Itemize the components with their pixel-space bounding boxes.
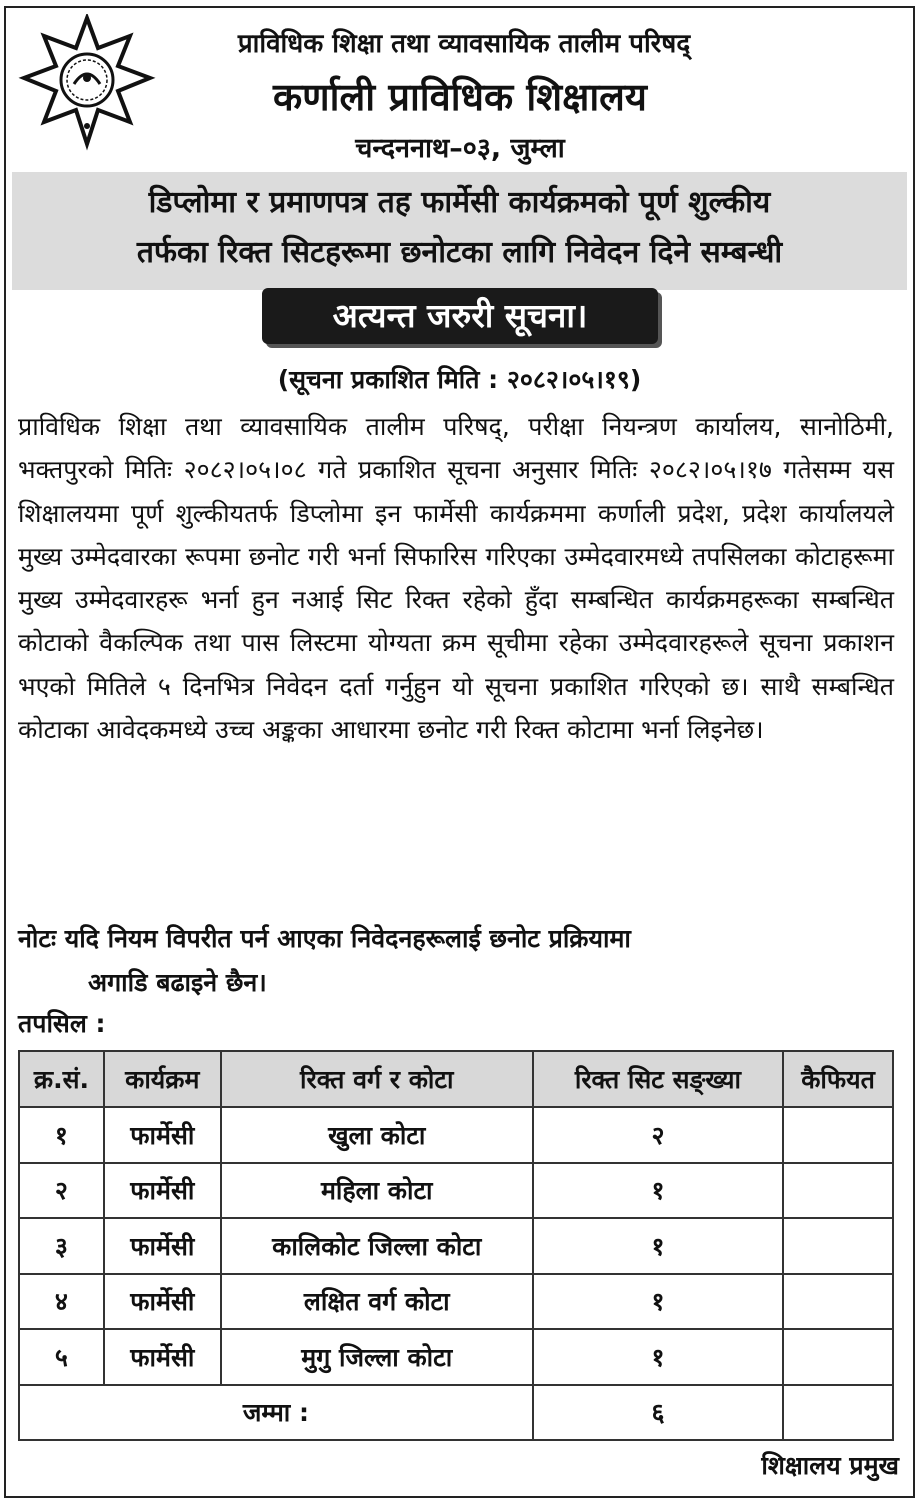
- cell-serial: २: [19, 1163, 104, 1219]
- cell-remarks: [783, 1218, 893, 1274]
- cell-serial: ३: [19, 1218, 104, 1274]
- cell-seats: १: [533, 1218, 783, 1274]
- col-serial: क्र.सं.: [19, 1051, 104, 1107]
- cell-quota: लक्षित वर्ग कोटा: [221, 1274, 533, 1330]
- note-line-1: नोटः यदि नियम विपरीत पर्न आएका निवेदनहरूलाई छनोट प्रक्रियामा: [18, 924, 631, 953]
- signature-title: शिक्षालय प्रमुख: [761, 1451, 899, 1480]
- cell-seats: १: [533, 1274, 783, 1330]
- col-remarks: कैफियत: [783, 1051, 893, 1107]
- schedule-label: तपसिल :: [18, 1009, 106, 1038]
- col-quota: रिक्त वर्ग र कोटा: [221, 1051, 533, 1107]
- government-emblem-icon: [14, 14, 160, 160]
- cell-program: फार्मेसी: [104, 1107, 221, 1163]
- cell-seats: २: [533, 1107, 783, 1163]
- cell-quota: कालिकोट जिल्ला कोटा: [221, 1218, 533, 1274]
- cell-serial: १: [19, 1107, 104, 1163]
- col-seats: रिक्त सिट सङ्ख्या: [533, 1051, 783, 1107]
- cell-remarks: [783, 1163, 893, 1219]
- table-row: [19, 1329, 893, 1385]
- cell-serial: ५: [19, 1329, 104, 1385]
- subject-line-1: डिप्लोमा र प्रमाणपत्र तह फार्मेसी कार्यक्रमको पूर्ण शुल्कीय: [148, 185, 771, 220]
- cell-seats: १: [533, 1163, 783, 1219]
- cell-remarks: [783, 1274, 893, 1330]
- table-row: [19, 1107, 893, 1163]
- total-seats: ६: [533, 1385, 783, 1441]
- table-row: [19, 1218, 893, 1274]
- publication-date: (सूचना प्रकाशित मिति : २०८२।०५।१९): [277, 365, 642, 394]
- cell-program: फार्मेसी: [104, 1274, 221, 1330]
- urgent-notice-banner: अत्यन्त जरुरी सूचना।: [262, 288, 658, 344]
- notice-body: प्राविधिक शिक्षा तथा व्यावसायिक तालीम परिषद्, परीक्षा नियन्त्रण कार्यालय, सानोठिमी, भक्तपुरको मितिः २०८२।०५।०८ गते प्रकाशित सूचना अनुसार मितिः २०८२।०५।१७ गतेसम्म यस शिक्षालयमा पूर्ण शुल्कीयतर्फ डिप्लोमा इन फार्मेसी कार्यक्रममा कर्णाली प्रदेश, प्रदेश कार्यालयले मुख्य उम्मेदवारका रूपमा छनोट गरी भर्ना सिफारिस गरिएका उम्मेदवारमध्ये तपसिलका कोटाहरूमा मुख्य उम्मेदवारहरू भर्ना हुन नआई सिट रिक्त रहेको हुँदा सम्बन्धित कार्यक्रमहरूका सम्बन्धित कोटाको वैकल्पिक तथा पास लिस्टमा योग्यता क्रम सूचीमा रहेका उम्मेदवारहरूले सूचना प्रकाशन भएको मितिले ५ दिनभित्र निवेदन दर्ता गर्नुहुन यो सूचना प्रकाशित गरिएको छ। साथै सम्बन्धित कोटाका आवेदकमध्ये उच्च अङ्कका आधारमा छनोट गरी रिक्त कोटामा भर्ना लिइनेछ।: [18, 412, 894, 745]
- table-header-row: [19, 1051, 893, 1107]
- school-address: चन्दननाथ–०३, जुम्ला: [355, 133, 565, 164]
- cell-remarks: [783, 1329, 893, 1385]
- vacant-seat-table: [18, 1050, 894, 1441]
- cell-serial: ४: [19, 1274, 104, 1330]
- table-total-row: [19, 1385, 893, 1441]
- table-row: [19, 1163, 893, 1219]
- cell-seats: १: [533, 1329, 783, 1385]
- school-name: कर्णाली प्राविधिक शिक्षालय: [273, 75, 647, 119]
- cell-quota: महिला कोटा: [221, 1163, 533, 1219]
- note: [18, 917, 894, 1005]
- cell-program: फार्मेसी: [104, 1163, 221, 1219]
- subject-line-2: तर्फका रिक्त सिटहरूमा छनोटका लागि निवेदन दिने सम्बन्धी: [136, 235, 783, 270]
- col-program: कार्यक्रम: [104, 1051, 221, 1107]
- note-line-2: अगाडि बढाइने छैन।: [88, 968, 267, 997]
- notice-subject: [12, 178, 907, 278]
- total-label: जम्मा :: [19, 1385, 533, 1441]
- cell-program: फार्मेसी: [104, 1218, 221, 1274]
- cell-quota: मुगु जिल्ला कोटा: [221, 1329, 533, 1385]
- total-remarks: [783, 1385, 893, 1441]
- cell-program: फार्मेसी: [104, 1329, 221, 1385]
- cell-quota: खुला कोटा: [221, 1107, 533, 1163]
- table-row: [19, 1274, 893, 1330]
- cell-remarks: [783, 1107, 893, 1163]
- council-name: प्राविधिक शिक्षा तथा व्यावसायिक तालीम परिषद्: [237, 29, 691, 59]
